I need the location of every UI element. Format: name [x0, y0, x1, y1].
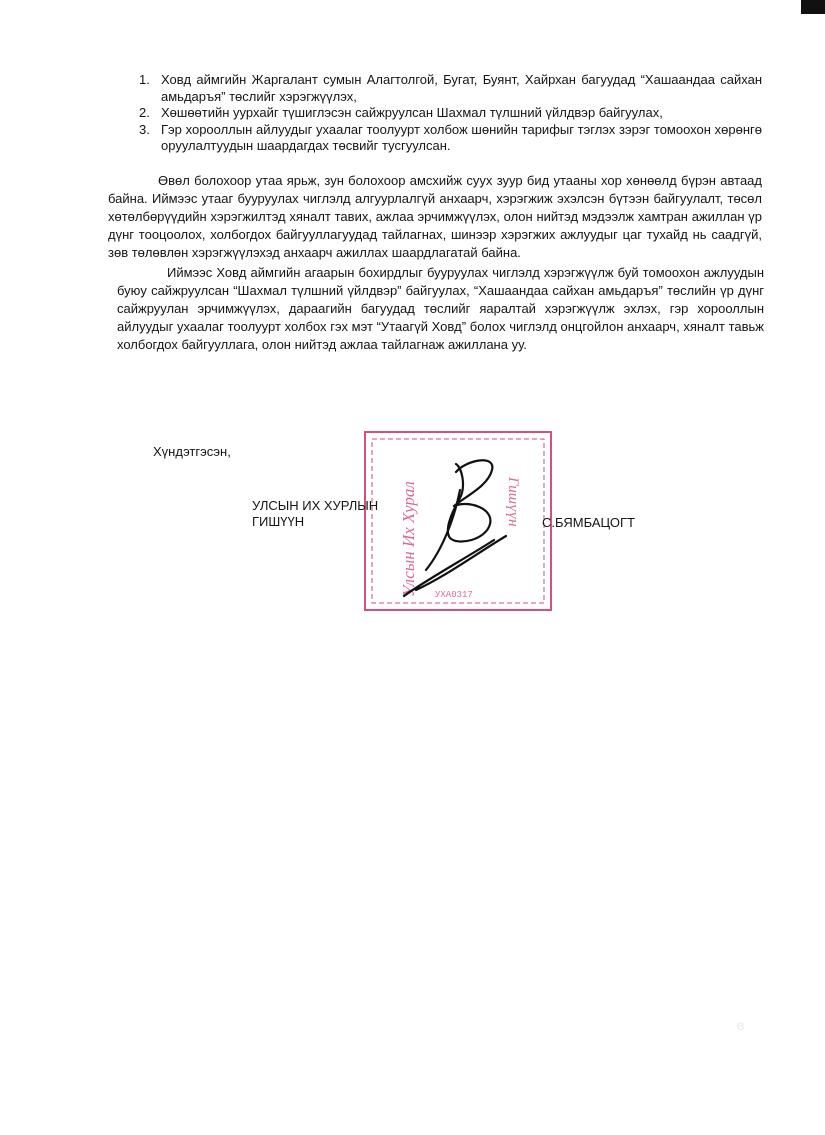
signatory-title-line: УЛСЫН ИХ ХУРЛЫН [252, 498, 379, 513]
list-item-text: Гэр хорооллын айлуудыг ухаалаг тоолуурт холбож шөнийн тарифыг тэглэх зэрэг томоохон хөрөнгө оруулалтуудын шаардагдах төсвийг тусгуулсан. [161, 121, 762, 153]
signatory-title [252, 498, 378, 530]
stamp-text-right: Гишүүн [505, 477, 521, 527]
scan-corner-mark [801, 0, 825, 14]
list-item [130, 105, 762, 122]
signatory-title-line: ГИШҮҮН [252, 514, 305, 529]
numbered-list [130, 72, 762, 155]
scan-speck: ɞ [737, 1017, 745, 1033]
stamp-serial: УХА0317 [435, 590, 473, 600]
list-item [130, 122, 762, 155]
handwritten-signature [396, 450, 518, 602]
list-item [130, 72, 762, 105]
body-text [108, 172, 762, 354]
list-item-text: Ховд аймгийн Жаргалант сумын Алагтолгой, Бугат, Буянт, Хайрхан багуудад “Хашаандаа сайхан амьдаръя” төслийг хэрэгжүүлэх, [161, 72, 762, 104]
list-item-number: 2. [139, 105, 150, 120]
paragraph: Өвөл болохоор утаа ярьж, зун болохоор амсхийж суух зуур бид утааны хор хөнөөлд бүрэн автаад байна. Иймээс утааг бууруулах чиглэлд алгуурлалгүй анхаарч, хэрэгжиж эхэлсэн бүтээн байгуулалт, төсөл хөтөлбөрүүдийн хэрэгжилтэд хяналт тавих, ажлаа эрчимжүүлэх, олон нийтэд мэдээлж хамтран ажиллан үр дүнг тооцоолох, холбогдох байгууллагуудад тайлагнах, шинээр хэрэгжих ажлуудыг цаг тухайд нь саадгүй, зөв төлөвлөн хэрэгжүүлэхэд анхаарч ажиллах шаардлагатай байна. [108, 173, 762, 260]
signatory-name: С.БЯМБАЦОГТ [542, 515, 635, 530]
closing-salutation: Хүндэтгэсэн, [153, 444, 231, 459]
stamp-text-left: Улсын Их Хурал [399, 481, 418, 597]
list-item-number: 3. [139, 121, 150, 137]
paragraph: Иймээс Ховд аймгийн агаарын бохирдлыг бууруулах чиглэлд хэрэгжүүлж буй томоохон ажлуудын буюу сайжруулсан “Шахмал түлшний үйлдвэр” байгуулах, “Хашаандаа сайхан амьдаръя” төслийн үр дүнг сайжруулан эрчимжүүлэх, дараагийн багуудад төслийг яаралтай хэрэгжүүлж эхлэх, гэр хорооллын айлуудыг ухаалаг тоолуурт холбох гэх мэт “Утаагүй Ховд” болох чиглэлд онцгойлон анхаарч, хяналт тавьж холбогдох байгууллага, олон нийтэд ажлаа тайлагнаж ажиллана уу. [117, 265, 764, 352]
list-item-text: Хөшөөтийн уурхайг түшиглэсэн сайжруулсан Шахмал түлшний үйлдвэр байгуулах, [161, 105, 663, 120]
list-item-number: 1. [139, 72, 150, 87]
